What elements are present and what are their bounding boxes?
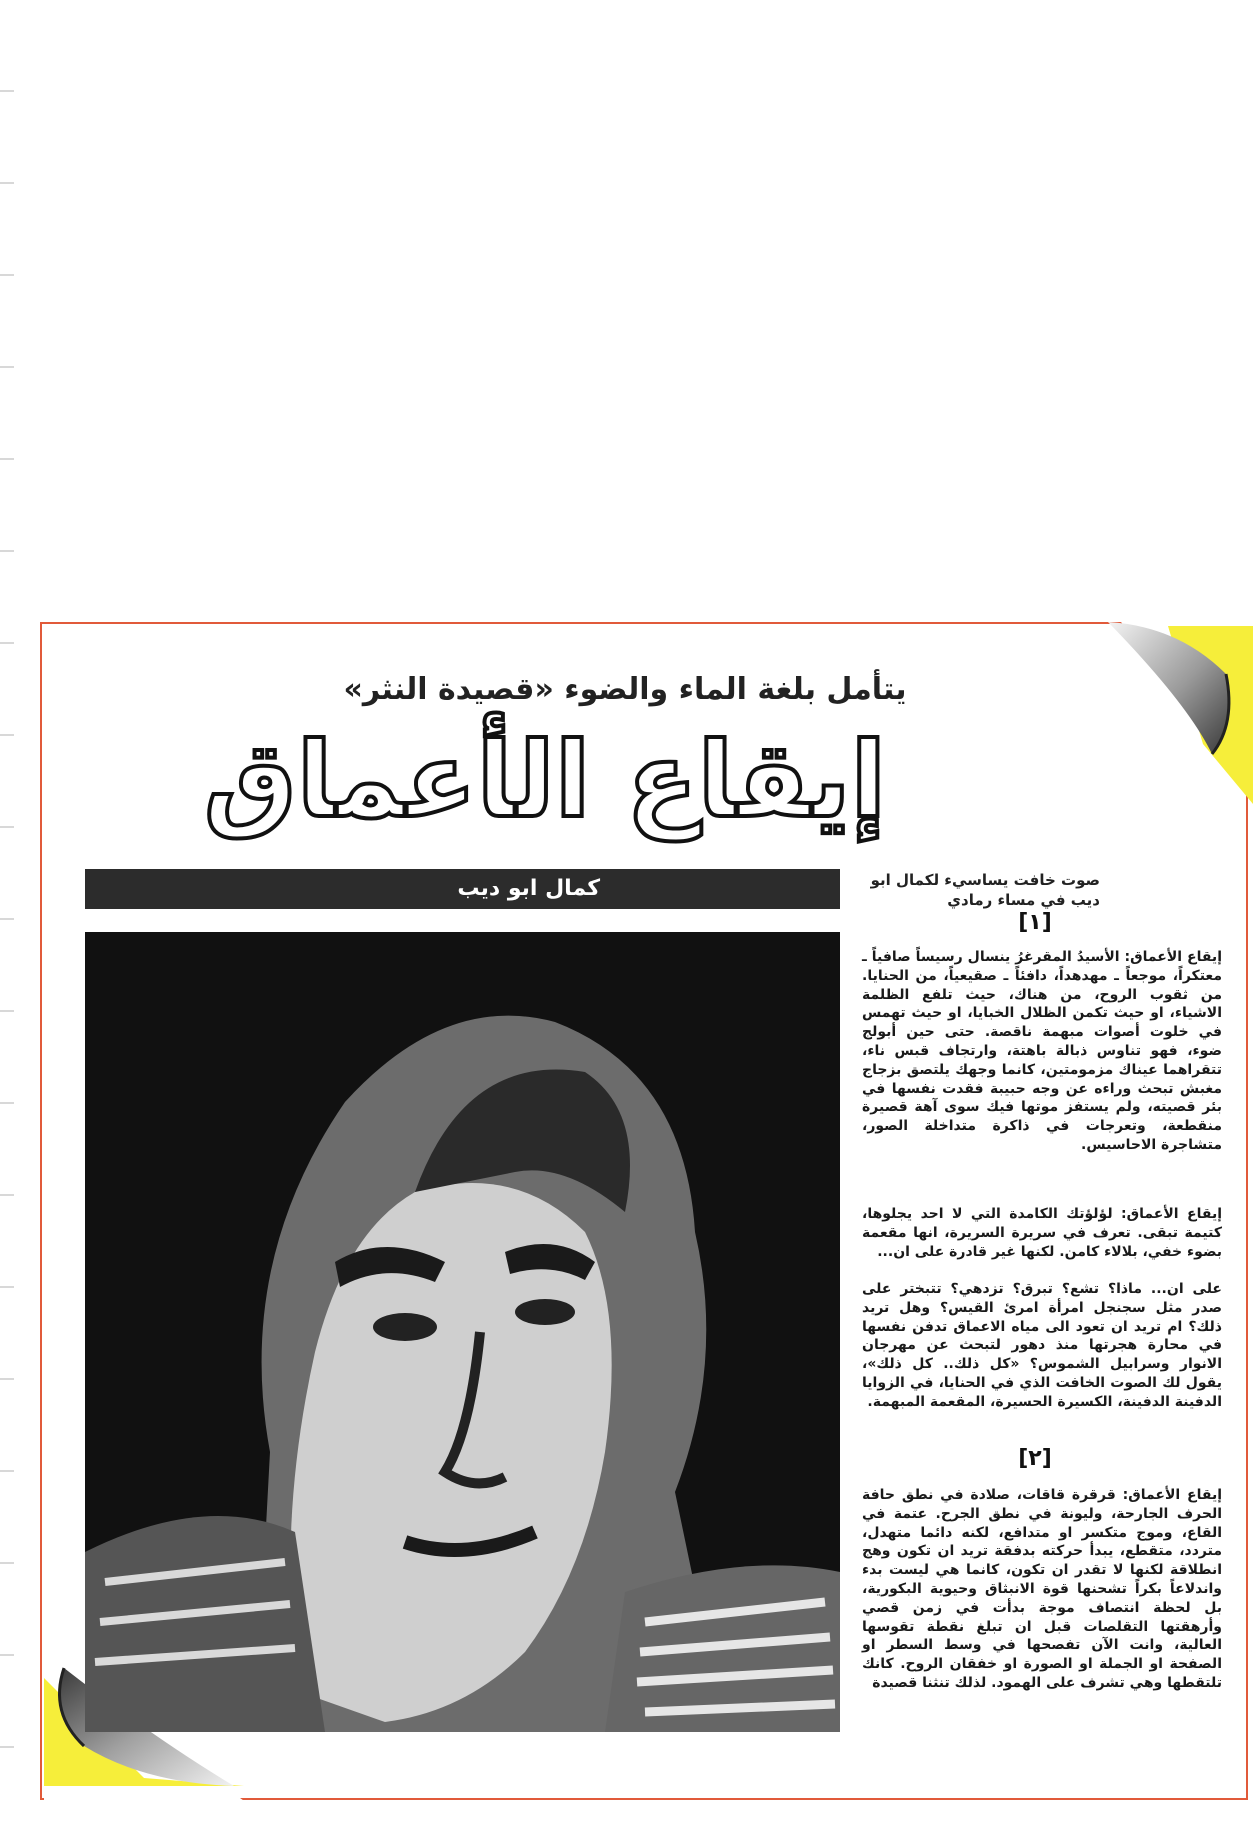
section-1-paragraph-3: على ان... ماذا؟ تشع؟ تبرق؟ تزدهي؟ تتبختر على صدر مثل سجنجل امرأة امرئ القيس؟ وهل تريد ذلك؟ ام تريد ان تعود الى مياه الاعماق تدفن نفسها في محارة هجرتها منذ دهور لتبحث عن مهرجان الانوار وسرابيل الشموس؟ «كل ذلك.. كل ذلك»، يقول لك الصوت الخافت الذي في الحنايا، في الزوايا الدفينة الدفينة، الكسيرة الحسيرة، المقعمة المبهمة. (862, 1281, 1222, 1410)
author-bar (85, 869, 840, 909)
photo-caption: صوت خافت يساسيء لكمال ابو ديب في مساء رمادي (870, 871, 1100, 909)
author-name: كمال ابو ديب (457, 876, 600, 901)
section-number-1: [١] (1018, 910, 1052, 935)
article-title: إيقاع الأعماق (203, 719, 887, 841)
section-2-paragraph-1: إيقاع الأعماق: قرقرة قاقات، صلادة في نطق حافة الحرف الجارحة، وليونة في نطق الجرح. عتمة في القاع، وموج متكسر او متدافع، لكنه دائما متهدل، متردد، متقطع، يبدأ حركته بدفقة تريد ان تكون وهج انطلاقة لكنها لا تقدر ان تكون، كانما هي ليست بدء واندلاعاً بكراً تشحنها قوة الانبثاق وحيوية البكورية، بل لحظة انتصاف موجة بدأت في زمن قصي وأرهقتها التقلصات قبل ان تبلغ نقطة تقوسها العالية، وانت الآن تفصحها في وسط السطر او الصفحة او الجملة او الصورة او خفقان الروح. كانك تلتقطها وهي تشرف على الهمود. لذلك تنثنا قصيدة (862, 1487, 1222, 1691)
page-curl-top-right (1108, 604, 1253, 804)
section-number-2: [٢] (1018, 1446, 1052, 1471)
section-1-paragraph-2: إيقاع الأعماق: لؤلؤتك الكامدة التي لا احد يجلوها، كتيمة تبقى. تعرف في سريرة السريرة، انها مقعمة بضوء خفي، بلالاء كامن. لكنها غير قادرة على ان... (862, 1206, 1222, 1260)
page-gutter (0, 0, 14, 1825)
article-subtitle: يتأمل بلغة الماء والضوء «قصيدة النثر» (343, 672, 907, 707)
author-photo (85, 932, 840, 1732)
section-1-paragraph-1: إيقاع الأعماق: الأسيدُ المقرغرُ ينسال رسيساً صافياً ـ معتكراً، موجعاً ـ مهدهداً، دافئاً ـ صقيعياً، من الحنايا. من ثقوب الروح، من هناك، حيث تلفع الظلمة الاشياء، او حيث تكمن الظلال الخبايا، او حيث تهمس في خلوت أصوات مبهمة ناقصة. حتى حين أبولج ضوء، فهو تناوس ذبالة باهتة، وارتجاف قبس ناء، تتقراهما عيناك مزمومتين، كانما وجهك يلتصق بزجاج مغبش تبحث وراءه عن وجه حبيبة فقدت نفسها في بئر قصيته، ولم يستفز موتها فيك سوى آهة قصيرة منقطعة، وتعرجات في ذاكرة متداخلة الصور، متشاجرة الاحاسيس. (862, 949, 1222, 1153)
